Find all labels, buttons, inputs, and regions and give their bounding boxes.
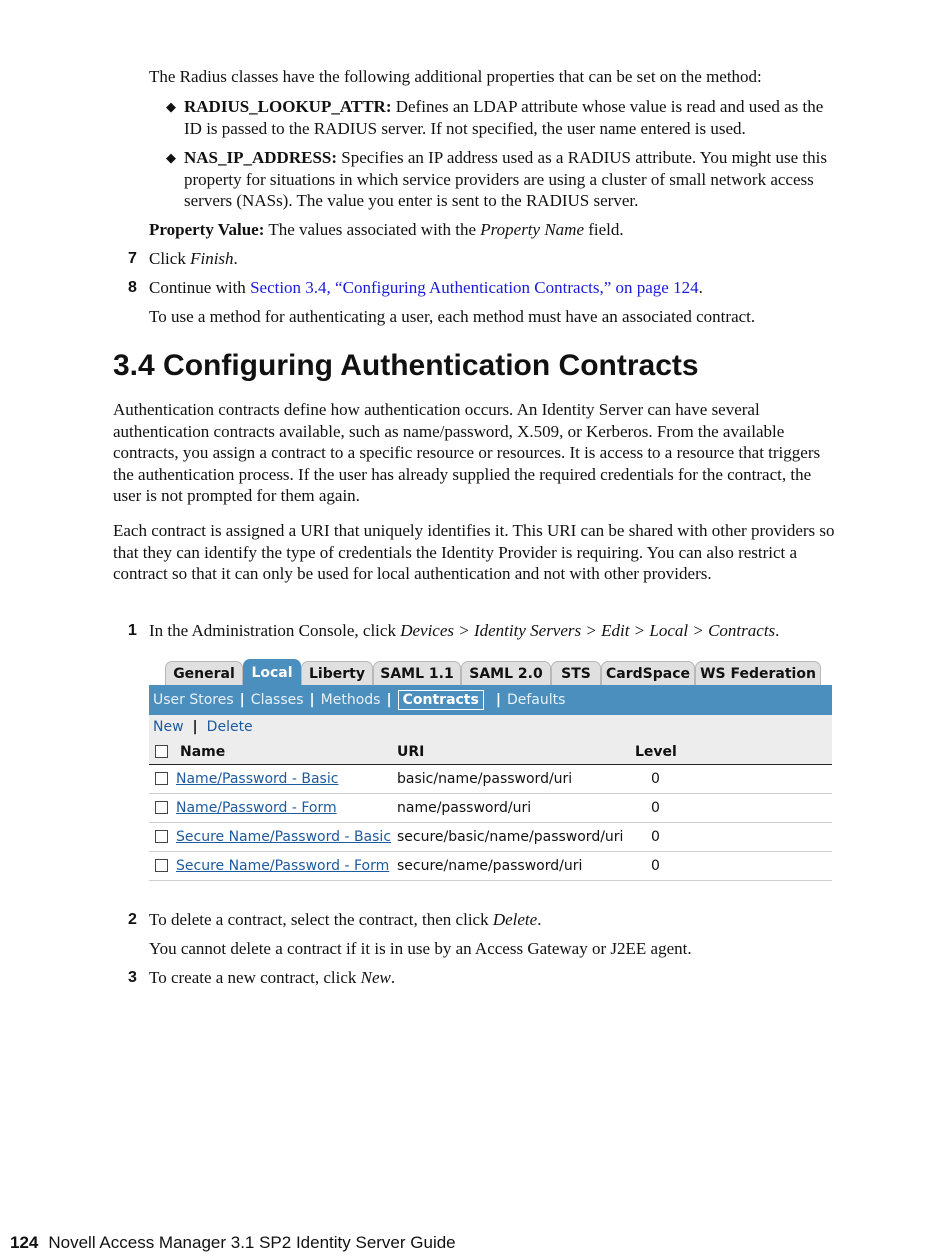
- text-span: To create a new contract, click: [149, 968, 361, 987]
- text-span: .: [698, 278, 703, 297]
- row-checkbox[interactable]: [155, 859, 168, 872]
- separator: |: [239, 692, 245, 708]
- step-number: 3: [128, 969, 137, 986]
- contract-uri: secure/name/password/uri: [397, 858, 583, 874]
- contract-uri: basic/name/password/uri: [397, 771, 573, 787]
- step-3-text: [149, 967, 839, 989]
- tab-saml-2-0[interactable]: SAML 2.0: [461, 661, 551, 685]
- step-2-text: [149, 909, 839, 931]
- row-checkbox[interactable]: [155, 801, 168, 814]
- list-item: [166, 147, 838, 212]
- sub-tab-bar: [149, 685, 832, 715]
- text-span: The values associated with the: [264, 220, 481, 239]
- separator: |: [192, 719, 198, 735]
- contract-level: 0: [651, 800, 660, 816]
- step-number: 1: [128, 622, 137, 639]
- emphasis: New: [360, 968, 391, 987]
- step-1-text: [149, 620, 839, 642]
- contracts-screenshot: [149, 659, 832, 881]
- text-span: .: [233, 249, 238, 268]
- tab-local[interactable]: Local: [243, 659, 301, 685]
- property-term: NAS_IP_ADDRESS:: [184, 148, 338, 167]
- property-list: [166, 96, 838, 220]
- tab-liberty[interactable]: Liberty: [301, 661, 373, 685]
- contract-level: 0: [651, 771, 660, 787]
- text-span: Click: [149, 249, 191, 268]
- emphasis: Property Name: [480, 220, 584, 239]
- contract-uri: name/password/uri: [397, 800, 532, 816]
- contract-level: 0: [651, 858, 660, 874]
- text-span: .: [537, 910, 542, 929]
- paragraph: Authentication contracts define how authentication occurs. An Identity Server can have several authentication contracts available, such as name/password, X.509, or Kerberos. From the available contracts, you assign a contract to a specific resource or resources. It is access to a resource that triggers the authentication process. If the user has already supplied the required credentials for the contract, the user is not prompted for them again.: [113, 400, 821, 505]
- paragraph: Each contract is assigned a URI that uniquely identifies it. This URI can be shared with other providers so that they can identify the type of credentials the Identity Provider is requiring. You can also restrict a contract so that it can only be used for local authentication and not with other providers.: [113, 521, 835, 583]
- page-number: 124: [10, 1233, 39, 1252]
- step-8-note: To use a method for authenticating a user, each method must have an associated contract.: [149, 307, 756, 326]
- property-value-term: Property Value:: [149, 220, 265, 239]
- table-row: [149, 852, 832, 881]
- menu-path: Devices > Identity Servers > Edit > Local > Contracts: [400, 621, 776, 640]
- book-title: Novell Access Manager 3.1 SP2 Identity Server Guide: [48, 1233, 456, 1252]
- table-row: [149, 765, 832, 794]
- step-number: 2: [128, 911, 137, 928]
- text-span: field.: [584, 220, 624, 239]
- subtab-user-stores[interactable]: User Stores: [153, 692, 234, 708]
- text-span: .: [775, 621, 780, 640]
- contract-level: 0: [651, 829, 660, 845]
- step-2-note: You cannot delete a contract if it is in use by an Access Gateway or J2EE agent.: [149, 939, 692, 958]
- new-button[interactable]: New: [153, 719, 184, 735]
- property-desc: Specifies an IP address used as a RADIUS attribute. You might use this property for situations in which service providers are using a cluster of small network access servers (NASs). The value you enter is sent to the RADIUS server.: [184, 148, 827, 210]
- column-uri[interactable]: URI: [397, 744, 425, 760]
- separator: |: [495, 692, 501, 708]
- column-level[interactable]: Level: [635, 744, 677, 760]
- subtab-classes[interactable]: Classes: [250, 692, 304, 708]
- column-name[interactable]: Name: [180, 744, 226, 760]
- step-number: 8: [128, 279, 137, 296]
- section-heading: 3.4 Configuring Authentication Contracts: [113, 349, 699, 382]
- row-checkbox[interactable]: [155, 830, 168, 843]
- contract-link[interactable]: Secure Name/Password - Basic: [176, 829, 392, 845]
- separator: |: [309, 692, 315, 708]
- separator: |: [386, 692, 392, 708]
- page-footer: [10, 1233, 456, 1253]
- contract-link[interactable]: Name/Password - Form: [176, 800, 337, 816]
- text-span: To delete a contract, select the contract, then click: [149, 910, 493, 929]
- subtab-defaults[interactable]: Defaults: [506, 692, 566, 708]
- contract-link[interactable]: Secure Name/Password - Form: [176, 858, 390, 874]
- tab-general[interactable]: General: [165, 661, 243, 685]
- property-term: RADIUS_LOOKUP_ATTR:: [184, 97, 392, 116]
- table-row: [149, 823, 832, 852]
- step-8-text: [149, 277, 839, 299]
- subtab-contracts[interactable]: Contracts: [398, 690, 484, 710]
- subtab-methods[interactable]: Methods: [320, 692, 381, 708]
- bullet-icon: ◆: [166, 150, 176, 165]
- section-link[interactable]: Section 3.4, “Configuring Authentication Contracts,” on page 124: [250, 278, 699, 297]
- tab-ws-federation[interactable]: WS Federation: [695, 661, 821, 685]
- emphasis: Finish: [190, 249, 234, 268]
- emphasis: Delete: [492, 910, 538, 929]
- text-span: Continue with: [149, 278, 251, 297]
- text-span: .: [390, 968, 396, 987]
- tab-saml-1-1[interactable]: SAML 1.1: [373, 661, 461, 685]
- property-value-text: [149, 219, 839, 241]
- step-7-text: [149, 248, 839, 270]
- contract-uri: secure/basic/name/password/uri: [397, 829, 624, 845]
- intro-text: The Radius classes have the following additional properties that can be set on the method:: [149, 67, 762, 86]
- bullet-icon: ◆: [166, 99, 176, 114]
- list-item: [166, 96, 838, 139]
- property-desc: Defines an LDAP attribute whose value is read and used as the ID is passed to the RADIUS server. If not specified, the user name entered is used.: [184, 97, 824, 138]
- table-row: [149, 794, 832, 823]
- tab-cardspace[interactable]: CardSpace: [601, 661, 695, 685]
- delete-button[interactable]: Delete: [206, 719, 253, 735]
- row-checkbox[interactable]: [155, 772, 168, 785]
- step-number: 7: [128, 250, 137, 267]
- contract-link[interactable]: Name/Password - Basic: [176, 771, 339, 787]
- tab-sts[interactable]: STS: [551, 661, 601, 685]
- tab-bar: [149, 659, 832, 685]
- table-header: [149, 739, 832, 765]
- select-all-checkbox[interactable]: [155, 745, 168, 758]
- toolbar: [149, 715, 832, 739]
- text-span: In the Administration Console, click: [149, 621, 401, 640]
